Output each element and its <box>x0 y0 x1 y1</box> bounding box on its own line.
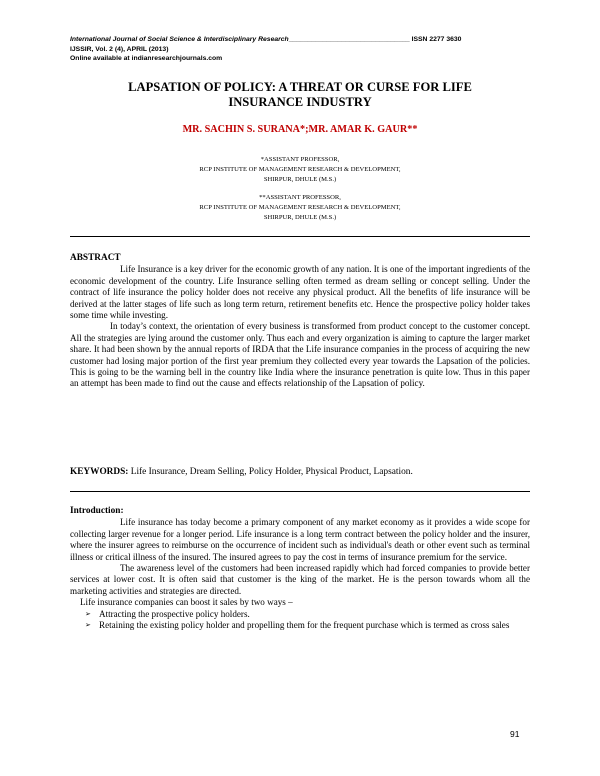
divider-top <box>70 236 530 237</box>
paper-title <box>80 80 520 110</box>
paper-authors: MR. SACHIN S. SURANA*;MR. AMAR K. GAUR** <box>182 124 418 135</box>
journal-volume: IJSSIR, Vol. 2 (4), APRIL (2013) <box>70 45 169 53</box>
keywords-section <box>70 467 530 478</box>
journal-name: International Journal of Social Science & Interdisciplinary Research <box>70 36 289 43</box>
introduction-paragraph-2: The awareness level of the customers had been increased rapidly which had forced companies to provide better services at lower cost. It is often said that customer is the king of the market. He is the person towards whom all the marketing activities and strategies are directed. <box>70 563 530 596</box>
issn: ISSN 2277 3630 <box>411 36 462 43</box>
keywords-text: Life Insurance, Dream Selling, Policy Holder, Physical Product, Lapsation. <box>130 467 413 477</box>
keywords-label: KEYWORDS: <box>70 467 129 477</box>
affiliation-role: **ASSISTANT PROFESSOR, <box>259 194 341 201</box>
paper-title-line2: INSURANCE INDUSTRY <box>228 95 372 109</box>
abstract-paragraph-1: Life Insurance is a key driver for the economic growth of any nation. It is one of the important ingredients of the economic development of the country. Life Insurance selling often termed as dream selling or concept selling. Under the contract of life insurance the policy holder does not receive any physical product. All the benefits of life insurance will be derived at the latter stages of life such as long term return, retirement benefits etc. Hence the prospective policy holder takes some time while investing. <box>70 264 530 321</box>
journal-header <box>70 35 540 64</box>
introduction-section <box>70 506 530 631</box>
abstract-paragraph-2: In today’s context, the orientation of every business is transformed from product concept to the customer concept. All the strategies are lying around the customer only. Thus each and every organization is aiming to capture the larger market share. It had been shown by the annual reports of IRDA that the Life insurance companies in the process of acquiring the new customer had losing major portion of the first year premium they collected every year towards the Lapsation of the policies. This is going to be the warning bell in the country like India where the insurance penetration is quite low. Thus in this paper an attempt has been made to find out the cause and effects relationship of the Lapsation of policy. <box>70 321 530 389</box>
affiliation-2 <box>140 193 460 224</box>
list-item <box>85 609 530 620</box>
journal-rule: ________________________________ <box>288 36 410 43</box>
introduction-heading: Introduction: <box>70 506 124 516</box>
divider-bottom <box>70 491 530 492</box>
affiliation-place: SHIRPUR, DHULE (M.S.) <box>263 214 337 222</box>
page-number: 91 <box>510 729 520 739</box>
paper-title-line1: LAPSATION OF POLICY: A THREAT OR CURSE FOR LIFE <box>128 80 472 94</box>
arrow-bullet-icon: ➢ <box>85 609 91 618</box>
list-item-text: Attracting the prospective policy holders. <box>99 608 250 619</box>
affiliation-role: *ASSISTANT PROFESSOR, <box>260 156 340 163</box>
arrow-bullet-icon: ➢ <box>85 621 91 630</box>
affiliation-institute: RCP INSTITUTE OF MANAGEMENT RESEARCH & DEVELOPMENT, <box>199 166 401 174</box>
affiliation-place: SHIRPUR, DHULE (M.S.) <box>263 176 337 184</box>
list-item <box>85 620 530 631</box>
abstract-section <box>70 253 530 390</box>
list-item-text: Retaining the existing policy holder and propelling them for the frequent purchase which is termed as cross sales <box>99 620 510 631</box>
abstract-heading: ABSTRACT <box>70 253 121 263</box>
journal-online: Online available at indianresearchjournals.com <box>70 55 223 63</box>
journal-title-line <box>70 35 540 45</box>
affiliation-institute: RCP INSTITUTE OF MANAGEMENT RESEARCH & DEVELOPMENT, <box>199 204 401 212</box>
introduction-paragraph-1: Life insurance has today become a primary component of any market economy as it provides a wide scope for collecting larger revenue for a longer period. Life insurance is a long term contract between the policy holder and the insurer, where the insurer agrees to reimburse on the occurrence of incident such as individual's death or other event such as terminal illness or critical illness of the insured. The insured agrees to pay the cost in terms of insurance premium for the service. <box>70 517 530 562</box>
introduction-ways: Life insurance companies can boost it sales by two ways – <box>80 597 293 608</box>
affiliation-1 <box>140 155 460 186</box>
